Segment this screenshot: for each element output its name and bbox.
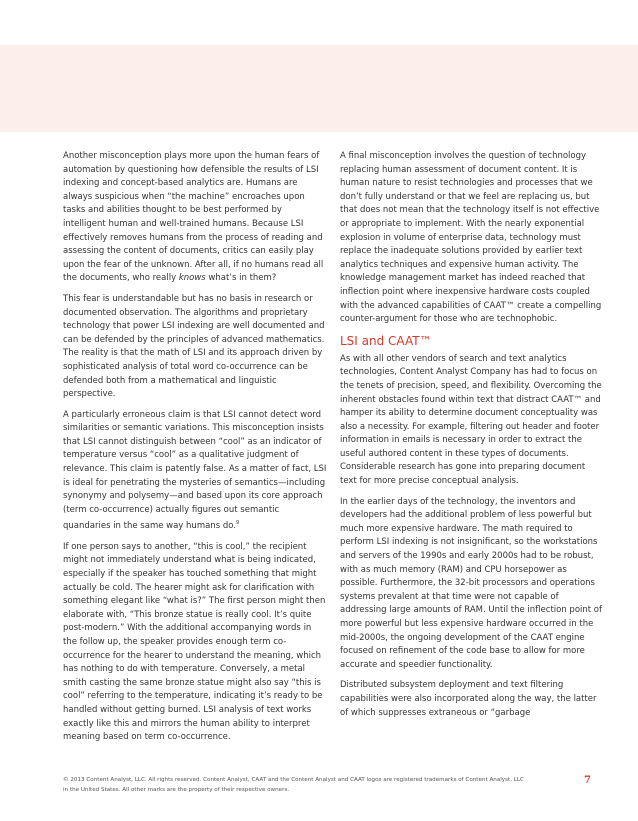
paragraph: In the earlier days of the technology, the inventors and developers had the additional problem of less powerful but much more expensive hardware. The math required to perform LSI indexing is not insignificant, so the workstations and servers of the 1990s and early 2000s had to be robust, with as much memory (RAM) and CPU horsepower as possible. Furthermore, the 32-bit processors and operations systems prevalent at that time were not capable of addressing large amounts of RAM. Until the inflection point of more powerful but less expensive hardware occurred in the mid-2000s, the ongoing development of the CAAT engine focused on refinement of the code base to allow for more accurate and speedier functionality. xyxy=(340,496,602,670)
paragraph: Distributed subsystem deployment and text filtering capabilities were also incorporated along the way, the latter of which suppresses extraneous or “garbage xyxy=(340,680,597,718)
section-heading: LSI and CAAT™ xyxy=(340,333,432,348)
paragraph: If one person says to another, “this is cool,” the recipient might not immediately understand what is being indicated, especially if the speaker has touched something that might actually be cold. The hearer might ask for clarification with something elegant like “what is?” The first person might then elaborate with, “This bronze statue is really cool. It’s quite post-modern.” With the additional accompanying words in the follow up, the speaker provides enough term co-occurrence for the hearer to understand the meaning, which has nothing to do with temperature. Conversely, a metal smith casting the same bronze statue might also say “this is cool” referring to the temperature, indicating it’s ready to be handled without getting burned. LSI analysis of text works exactly like this and mirrors the human ability to interpret meaning based on term co-occurrence. xyxy=(63,541,326,743)
paragraph: This fear is understandable but has no basis in research or documented observation. The algorithms and proprietary technology that power LSI indexing are well documented and can be defended by the principles of advanced mathematics. The reality is that the math of LSI and its approach driven by sophisticated analysis of total word co-occurrence can be defended both from a mathematical and linguistic perspective. xyxy=(63,293,325,400)
emphasis-text: knows xyxy=(178,273,206,284)
paragraph: A final misconception involves the question of technology replacing human assessment of document content. It is human nature to resist technologies and processes that we don’t fully understand or that we feel are replacing us, but that does not mean that the technology itself is not effective or appropriate to implement. With the nearly exponential explosion in volume of enterprise data, technology must replace the inadequate solutions provided by earlier text analytics techniques and expensive human activity. The knowledge management market has indeed reached that inflection point where inexpensive hardware costs coupled with the advanced capabilities of CAAT™ create a compelling counter-argument for those who are technophobic. xyxy=(340,151,602,325)
footer-copyright xyxy=(63,775,563,795)
paragraph: As with all other vendors of search and text analytics technologies, Content Analyst Company has had to focus on the tenets of precision, speed, and flexibility. Overcoming the inherent obstacles found within text that distract CAAT™ and hamper its ability to determine document conceptuality was also a necessity. For example, filtering out header and footer information in emails is necessary in order to extract the useful authored content in these types of documents. Considerable research has gone into preparing document text for more precise conceptual analysis. xyxy=(340,353,602,487)
footer-line: in the United States. All other marks are the property of their respective owners. xyxy=(63,787,290,793)
paragraph xyxy=(63,409,327,534)
right-column xyxy=(340,150,604,727)
left-column xyxy=(63,150,327,752)
footnote-marker: 9 xyxy=(235,520,240,527)
paragraph xyxy=(63,150,327,286)
text-span: what’s in them? xyxy=(205,273,277,284)
footer-line: © 2013 Content Analyst, LLC. All rights reserved. Content Analyst, CAAT and the Content Analyst and CAAT logos are registered trademarks of Content Analyst, LLC xyxy=(63,777,524,783)
text-span: A particularly erroneous claim is that LSI cannot detect word similarities or semantic variations. This misconception insists that LSI cannot distinguish between “cool” as an indicator of temperature versus “cool” as a qualitative judgment of relevance. This claim is patently false. As a matter of fact, LSI is ideal for penetrating the mysteries of semantics—including synonymy and polysemy—and based upon its core approach (term co-occurrence) actually figures out semantic quandaries in the same way humans do. xyxy=(63,409,327,532)
text-span: Another misconception plays more upon the human fears of automation by questioning how defensible the results of LSI indexing and concept-based analytics are. Humans are always suspicious when “the machine” encroaches upon tasks and abilities thought to be best performed by intelligent human and well-trained humans. Because LSI effectively removes humans from the process of reading and assessing the content of documents, critics can easily play upon the fear of the unknown. After all, if no humans read all the documents, who really xyxy=(63,151,324,284)
page-number: 7 xyxy=(584,775,591,786)
header-banner xyxy=(0,45,638,132)
